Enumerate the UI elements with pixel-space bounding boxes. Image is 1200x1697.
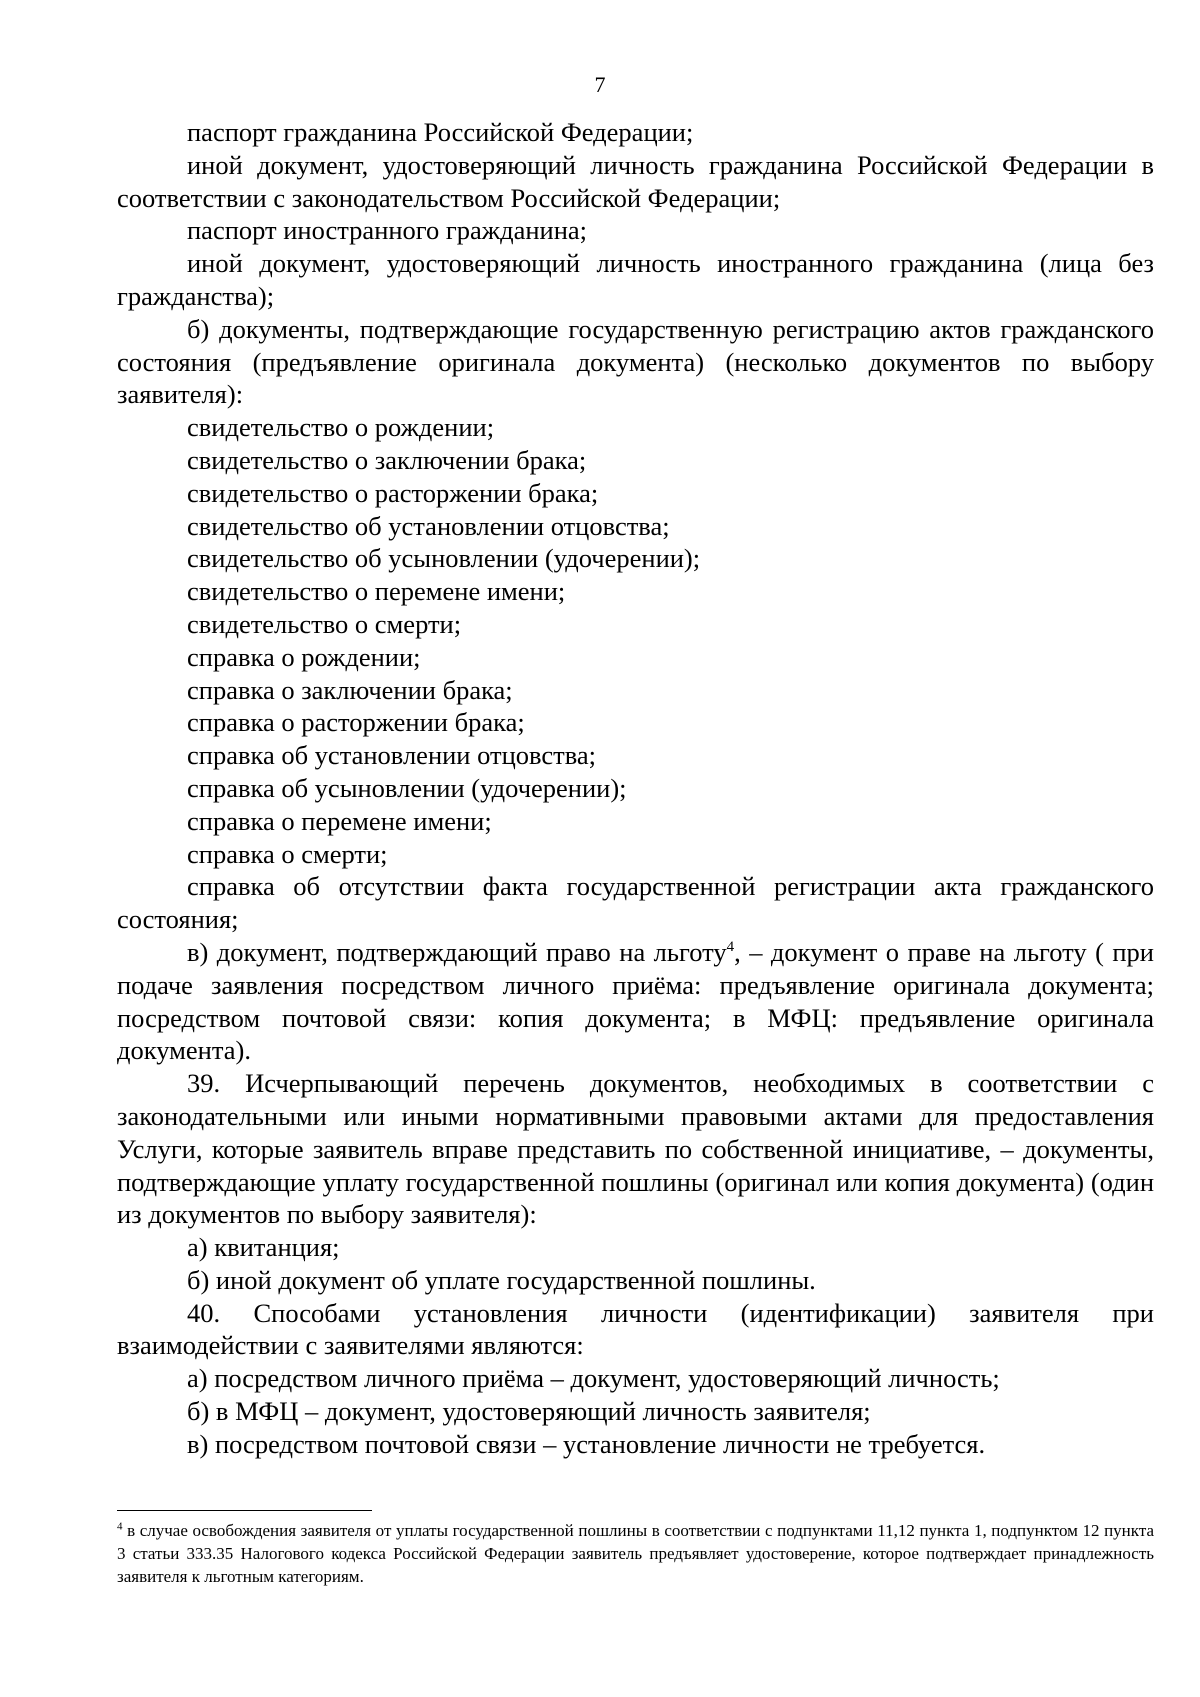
list-item: б) в МФЦ – документ, удостоверяющий личность заявителя; — [187, 1396, 871, 1427]
list-item: справка о перемене имени; — [187, 805, 492, 836]
list-item: справка об усыновлении (удочерении); — [187, 772, 627, 803]
paragraph: б) документы, подтверждающие государственную регистрацию актов гражданского состояния (предъявление оригинала документа) (несколько документов по выбору заявителя): — [117, 313, 1154, 410]
list-item: справка об отсутствии факта государственной регистрации акта гражданского состояния; — [117, 871, 1154, 935]
list-item: свидетельство о заключении брака; — [187, 444, 587, 475]
paragraph: паспорт гражданина Российской Федерации; — [187, 117, 694, 147]
benefit-text-start: в) документ, подтверждающий право на льготу — [187, 936, 727, 967]
list-item: справка об установлении отцовства; — [187, 740, 597, 771]
list-item: свидетельство об установлении отцовства; — [187, 510, 670, 541]
list-item: б) иной документ об уплате государственной пошлины. — [187, 1264, 816, 1295]
footnote-text: в случае освобождения заявителя от уплаты государственной пошлины в соответствии с подпунктами 11,12 пункта 1, подпунктом 12 пункта 3 статьи 333.35 Налогового кодекса Российской Федерации заявитель предъявляет удостоверение, которое подтверждает принадлежность заявителя к льготным категориям. — [117, 1521, 1154, 1586]
list-item: свидетельство об усыновлении (удочерении); — [187, 543, 701, 574]
benefit-text-end: , – документ о праве на льготу ( при подаче заявления посредством личного приёма: предъявление оригинала документа; посредством почтовой связи: копия документа; в МФЦ: предъявление оригинала документа). — [117, 936, 1154, 1066]
list-item: свидетельство о смерти; — [187, 608, 462, 639]
paragraph: 39. Исчерпывающий перечень документов, необходимых в соответствии с законодательными или иными нормативными правовыми актами для предоставления Услуги, которые заявитель вправе представить по собственной инициативе, – документы, подтверждающие уплату государственной пошлины (оригинал или копия документа) (один из документов по выбору заявителя): — [117, 1068, 1154, 1230]
footnote — [117, 1519, 1154, 1588]
paragraph: иной документ, удостоверяющий личность иностранного гражданина (лица без гражданства); — [117, 248, 1154, 311]
page-number: 7 — [594, 72, 606, 97]
list-item: справка о заключении брака; — [187, 674, 513, 705]
benefit-paragraph — [117, 936, 1154, 1067]
footnote-marker: 4 — [117, 1520, 123, 1533]
paragraph: иной документ, удостоверяющий личность гражданина Российской Федерации в соответствии с законодательством Российской Федерации; — [117, 149, 1154, 213]
list-item: а) квитанция; — [187, 1232, 340, 1263]
list-item: свидетельство о рождении; — [187, 412, 495, 443]
paragraph: 40. Способами установления личности (идентификации) заявителя при взаимодействии с заявителями являются: — [117, 1297, 1154, 1361]
list-item: справка о смерти; — [187, 838, 388, 869]
list-item: справка о расторжении брака; — [187, 707, 525, 738]
list-item: в) посредством почтовой связи – установление личности не требуется. — [187, 1428, 986, 1459]
paragraph: паспорт иностранного гражданина; — [187, 215, 587, 246]
footnote-divider — [117, 1510, 372, 1511]
footnote-reference[interactable]: 4 — [726, 939, 735, 956]
list-item: свидетельство о перемене имени; — [187, 576, 566, 607]
list-item: свидетельство о расторжении брака; — [187, 477, 599, 508]
document-body — [117, 116, 1154, 1461]
list-item: а) посредством личного приёма – документ, удостоверяющий личность; — [187, 1363, 1000, 1394]
list-item: справка о рождении; — [187, 641, 421, 672]
